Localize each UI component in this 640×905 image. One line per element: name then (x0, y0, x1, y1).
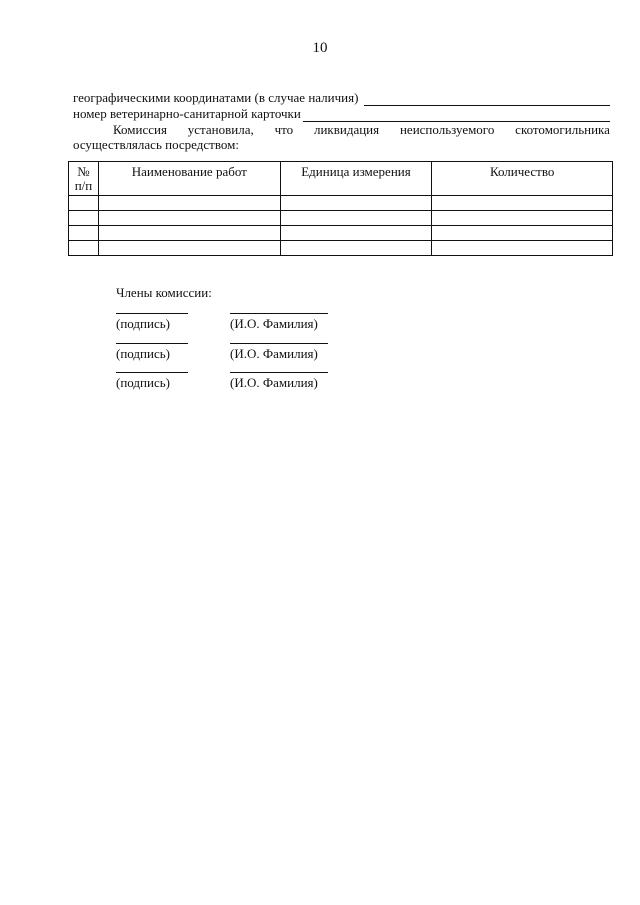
name-caption: (И.О. Фамилия) (230, 346, 318, 361)
commission-line-2: осуществлялась посредством: (73, 137, 239, 152)
signature-caption: (подпись) (116, 375, 170, 390)
name-caption: (И.О. Фамилия) (230, 316, 318, 331)
name-caption: (И.О. Фамилия) (230, 375, 318, 390)
header-number: № п/п (69, 162, 99, 196)
table-cell (280, 226, 432, 241)
commission-word: ликвидация (313, 122, 380, 137)
table-cell (69, 241, 99, 256)
signature-line (116, 343, 188, 344)
table-cell (280, 241, 432, 256)
table-cell (69, 196, 99, 211)
coords-line (73, 90, 610, 106)
name-line (230, 313, 328, 314)
commission-line (73, 122, 610, 138)
table-cell (69, 211, 99, 226)
name-line (230, 343, 328, 344)
signature-caption: (подпись) (116, 346, 170, 361)
table-cell (432, 196, 613, 211)
signature-caption: (подпись) (116, 316, 170, 331)
table-row (69, 241, 613, 256)
table-header-row (69, 162, 613, 196)
table-cell (69, 226, 99, 241)
header-unit: Единица измерения (280, 162, 432, 196)
commission-word: Комиссия (113, 122, 167, 137)
table-cell (280, 196, 432, 211)
name-slot (230, 313, 328, 332)
members-title: Члены комиссии: (116, 285, 212, 300)
signature-slot (116, 372, 188, 391)
table-cell (432, 226, 613, 241)
header-work-name: Наименование работ (98, 162, 280, 196)
name-slot (230, 372, 328, 391)
commission-word: неиспользуемого (399, 122, 495, 137)
coords-blank (364, 93, 610, 106)
commission-word: что (274, 122, 294, 137)
card-blank (303, 109, 610, 122)
commission-word: скотомогильника (515, 122, 610, 137)
table-cell (280, 211, 432, 226)
name-line (230, 372, 328, 373)
signature-line (116, 313, 188, 314)
signature-slot (116, 313, 188, 332)
card-label: номер ветеринарно-санитарной карточки (73, 106, 301, 121)
table-cell (432, 211, 613, 226)
table-cell (432, 241, 613, 256)
name-slot (230, 343, 328, 362)
commission-word: установила, (187, 122, 254, 137)
table-row (69, 211, 613, 226)
card-line (73, 106, 610, 122)
works-table (68, 161, 613, 256)
commission-sentence (73, 122, 610, 138)
coords-label: географическими координатами (в случае наличия) (73, 90, 359, 105)
table-row (69, 226, 613, 241)
page-number: 10 (312, 40, 328, 56)
header-quantity: Количество (432, 162, 613, 196)
table-cell (98, 241, 280, 256)
signature-line (116, 372, 188, 373)
signature-slot (116, 343, 188, 362)
table-row (69, 196, 613, 211)
table-cell (98, 211, 280, 226)
table-cell (98, 196, 280, 211)
table-cell (98, 226, 280, 241)
